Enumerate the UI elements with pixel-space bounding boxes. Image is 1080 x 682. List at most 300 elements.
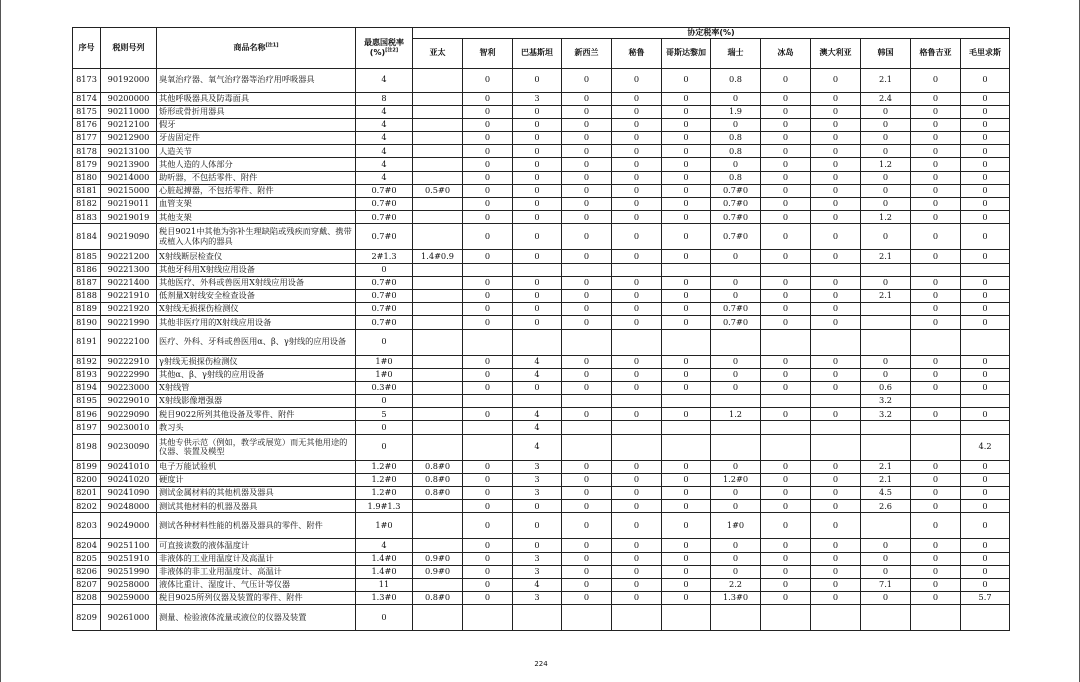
cell-agreement-rate: 0 bbox=[761, 303, 811, 316]
cell-agreement-rate: 0 bbox=[911, 552, 961, 565]
cell-agreement-rate bbox=[413, 329, 463, 355]
table-row bbox=[73, 118, 1010, 131]
cell-agreement-rate bbox=[413, 578, 463, 591]
cell-agreement-rate: 0 bbox=[463, 552, 513, 565]
cell-agreement-rate: 0 bbox=[961, 145, 1010, 158]
cell-agreement-rate: 3 bbox=[513, 473, 562, 486]
cell-agreement-rate: 0 bbox=[861, 145, 911, 158]
cell-agreement-rate: 0 bbox=[961, 473, 1010, 486]
cell-agreement-rate: 0 bbox=[911, 145, 961, 158]
cell-agreement-rate bbox=[761, 329, 811, 355]
cell-agreement-rate: 0 bbox=[513, 539, 562, 552]
cell-code: 90251910 bbox=[101, 552, 157, 565]
cell-mfn-rate: 1.2#0 bbox=[356, 460, 413, 473]
cell-agreement-rate bbox=[861, 421, 911, 434]
cell-name: 非液体的非工业用温度计、高温计 bbox=[157, 565, 356, 578]
cell-agreement-rate: 0 bbox=[513, 158, 562, 171]
cell-agreement-rate: 0 bbox=[612, 592, 662, 605]
cell-agreement-rate: 0 bbox=[513, 132, 562, 145]
cell-agreement-rate: 0 bbox=[562, 68, 612, 92]
cell-agreement-rate: 0 bbox=[662, 513, 711, 539]
cell-agreement-rate bbox=[911, 329, 961, 355]
cell-name: 臭氧治疗器、氧气治疗器等治疗用呼吸器具 bbox=[157, 68, 356, 92]
cell-agreement-rate: 0 bbox=[463, 276, 513, 289]
table-row bbox=[73, 605, 1010, 631]
cell-agreement-rate: 0 bbox=[911, 158, 961, 171]
cell-agreement-rate: 4 bbox=[513, 355, 562, 368]
cell-code: 90219011 bbox=[101, 198, 157, 211]
cell-agreement-rate: 0 bbox=[463, 500, 513, 513]
cell-code: 90221400 bbox=[101, 276, 157, 289]
cell-agreement-rate: 2.1 bbox=[861, 289, 911, 302]
cell-seq: 8198 bbox=[73, 434, 101, 460]
cell-mfn-rate: 5 bbox=[356, 408, 413, 421]
cell-agreement-rate: 0 bbox=[711, 460, 761, 473]
cell-agreement-rate: 0 bbox=[961, 276, 1010, 289]
cell-agreement-rate: 0 bbox=[562, 460, 612, 473]
cell-mfn-rate: 1.4#0 bbox=[356, 565, 413, 578]
cell-agreement-rate bbox=[413, 289, 463, 302]
cell-name: X射线管 bbox=[157, 381, 356, 394]
cell-seq: 8179 bbox=[73, 158, 101, 171]
cell-seq: 8190 bbox=[73, 316, 101, 329]
cell-agreement-rate: 0 bbox=[562, 565, 612, 578]
cell-agreement-rate: 0 bbox=[662, 145, 711, 158]
cell-agreement-rate: 0 bbox=[662, 105, 711, 118]
cell-agreement-rate: 0 bbox=[861, 552, 911, 565]
cell-agreement-rate: 0 bbox=[463, 316, 513, 329]
cell-agreement-rate: 2.4 bbox=[861, 92, 911, 105]
cell-agreement-rate: 0 bbox=[463, 381, 513, 394]
table-row bbox=[73, 578, 1010, 591]
cell-code: 90219090 bbox=[101, 224, 157, 250]
cell-agreement-rate bbox=[711, 605, 761, 631]
cell-agreement-rate bbox=[711, 395, 761, 408]
cell-agreement-rate: 2.1 bbox=[861, 473, 911, 486]
cell-agreement-rate: 0 bbox=[761, 184, 811, 197]
cell-seq: 8189 bbox=[73, 303, 101, 316]
cell-mfn-rate: 1#0 bbox=[356, 355, 413, 368]
cell-agreement-rate: 0 bbox=[513, 198, 562, 211]
table-row bbox=[73, 68, 1010, 92]
cell-agreement-rate: 0 bbox=[911, 171, 961, 184]
cell-agreement-rate: 4 bbox=[513, 434, 562, 460]
cell-agreement-rate bbox=[761, 434, 811, 460]
cell-agreement-rate bbox=[463, 329, 513, 355]
cell-agreement-rate: 0.7#0 bbox=[711, 198, 761, 211]
cell-agreement-rate: 0 bbox=[612, 211, 662, 224]
cell-seq: 8201 bbox=[73, 487, 101, 500]
cell-seq: 8202 bbox=[73, 500, 101, 513]
cell-agreement-rate: 0 bbox=[811, 132, 861, 145]
cell-agreement-rate bbox=[463, 605, 513, 631]
cell-agreement-rate: 0 bbox=[463, 303, 513, 316]
cell-mfn-rate: 4 bbox=[356, 158, 413, 171]
cell-agreement-rate bbox=[662, 263, 711, 276]
cell-agreement-rate: 0 bbox=[513, 316, 562, 329]
cell-name: X射线无损探伤检测仪 bbox=[157, 303, 356, 316]
cell-agreement-rate: 0 bbox=[662, 303, 711, 316]
cell-agreement-rate: 0 bbox=[811, 473, 861, 486]
cell-agreement-rate bbox=[413, 421, 463, 434]
cell-agreement-rate: 0.8#0 bbox=[413, 460, 463, 473]
cell-agreement-rate: 0 bbox=[911, 355, 961, 368]
cell-seq: 8207 bbox=[73, 578, 101, 591]
cell-agreement-rate bbox=[662, 421, 711, 434]
cell-agreement-rate: 0 bbox=[961, 355, 1010, 368]
cell-agreement-rate: 3 bbox=[513, 565, 562, 578]
cell-seq: 8173 bbox=[73, 68, 101, 92]
cell-agreement-rate: 0 bbox=[711, 289, 761, 302]
cell-name: 测试金属材料的其他机器及器具 bbox=[157, 487, 356, 500]
cell-mfn-rate: 1.9#1.3 bbox=[356, 500, 413, 513]
cell-agreement-rate: 0 bbox=[562, 105, 612, 118]
cell-name: 税目9021中其他为弥补生理缺陷或残疾而穿戴、携带或植入人体内的器具 bbox=[157, 224, 356, 250]
cell-code: 90213900 bbox=[101, 158, 157, 171]
cell-agreement-rate bbox=[413, 368, 463, 381]
cell-agreement-rate: 0 bbox=[861, 276, 911, 289]
cell-code: 90229010 bbox=[101, 395, 157, 408]
cell-agreement-rate: 1.3#0 bbox=[711, 592, 761, 605]
cell-agreement-rate: 0 bbox=[612, 578, 662, 591]
cell-agreement-rate bbox=[463, 263, 513, 276]
cell-agreement-rate: 0 bbox=[562, 198, 612, 211]
header-country: 澳大利亚 bbox=[811, 38, 861, 68]
cell-agreement-rate: 0 bbox=[662, 68, 711, 92]
cell-agreement-rate: 0 bbox=[612, 552, 662, 565]
cell-agreement-rate: 0 bbox=[463, 224, 513, 250]
cell-agreement-rate: 0 bbox=[811, 303, 861, 316]
cell-name: 液体比重计、湿度计、气压计等仪器 bbox=[157, 578, 356, 591]
cell-mfn-rate: 0.3#0 bbox=[356, 381, 413, 394]
cell-agreement-rate: 0 bbox=[562, 171, 612, 184]
cell-agreement-rate bbox=[761, 605, 811, 631]
cell-agreement-rate: 0 bbox=[761, 552, 811, 565]
cell-agreement-rate: 0 bbox=[761, 224, 811, 250]
cell-agreement-rate: 0 bbox=[612, 539, 662, 552]
cell-agreement-rate: 0 bbox=[911, 539, 961, 552]
cell-agreement-rate: 0 bbox=[711, 355, 761, 368]
cell-agreement-rate: 0.8#0 bbox=[413, 487, 463, 500]
table-row bbox=[73, 592, 1010, 605]
cell-agreement-rate: 0 bbox=[513, 289, 562, 302]
cell-agreement-rate: 0 bbox=[662, 289, 711, 302]
cell-agreement-rate: 0 bbox=[662, 592, 711, 605]
cell-agreement-rate: 0 bbox=[811, 368, 861, 381]
table-row bbox=[73, 460, 1010, 473]
cell-agreement-rate: 0 bbox=[463, 513, 513, 539]
header-name-label: 商品名称 bbox=[233, 43, 266, 52]
cell-name: 非液体的工业用温度计及高温计 bbox=[157, 552, 356, 565]
cell-code: 90211000 bbox=[101, 105, 157, 118]
cell-code: 90258000 bbox=[101, 578, 157, 591]
cell-agreement-rate: 0 bbox=[612, 224, 662, 250]
cell-code: 90222910 bbox=[101, 355, 157, 368]
table-row bbox=[73, 355, 1010, 368]
cell-agreement-rate: 0 bbox=[761, 276, 811, 289]
cell-agreement-rate: 0 bbox=[911, 184, 961, 197]
cell-agreement-rate: 0 bbox=[761, 408, 811, 421]
cell-agreement-rate: 0 bbox=[911, 592, 961, 605]
cell-agreement-rate: 0 bbox=[911, 276, 961, 289]
cell-agreement-rate bbox=[662, 329, 711, 355]
cell-agreement-rate: 0 bbox=[463, 92, 513, 105]
cell-agreement-rate: 0 bbox=[811, 118, 861, 131]
cell-agreement-rate: 0 bbox=[861, 592, 911, 605]
cell-agreement-rate: 0 bbox=[761, 68, 811, 92]
cell-code: 90221200 bbox=[101, 250, 157, 263]
cell-agreement-rate bbox=[413, 303, 463, 316]
cell-agreement-rate: 0 bbox=[961, 224, 1010, 250]
cell-agreement-rate bbox=[711, 329, 761, 355]
cell-agreement-rate: 0 bbox=[513, 276, 562, 289]
cell-agreement-rate: 0 bbox=[811, 487, 861, 500]
cell-code: 90261000 bbox=[101, 605, 157, 631]
cell-name: 税目9022所列其他设备及零件、附件 bbox=[157, 408, 356, 421]
cell-agreement-rate bbox=[811, 329, 861, 355]
header-country: 韩国 bbox=[861, 38, 911, 68]
cell-code: 90221920 bbox=[101, 303, 157, 316]
cell-agreement-rate: 0 bbox=[562, 473, 612, 486]
cell-agreement-rate bbox=[961, 263, 1010, 276]
cell-agreement-rate: 0 bbox=[761, 460, 811, 473]
cell-seq: 8174 bbox=[73, 92, 101, 105]
cell-agreement-rate: 0 bbox=[612, 316, 662, 329]
cell-mfn-rate: 1.4#0 bbox=[356, 552, 413, 565]
cell-agreement-rate: 0 bbox=[562, 408, 612, 421]
cell-agreement-rate: 0 bbox=[662, 171, 711, 184]
cell-seq: 8193 bbox=[73, 368, 101, 381]
cell-agreement-rate: 0 bbox=[761, 592, 811, 605]
cell-mfn-rate: 4 bbox=[356, 171, 413, 184]
cell-name: 可直接读数的液体温度计 bbox=[157, 539, 356, 552]
cell-agreement-rate bbox=[961, 421, 1010, 434]
cell-agreement-rate bbox=[711, 263, 761, 276]
cell-code: 90212900 bbox=[101, 132, 157, 145]
cell-agreement-rate: 0 bbox=[811, 276, 861, 289]
cell-mfn-rate: 0 bbox=[356, 263, 413, 276]
cell-code: 90241010 bbox=[101, 460, 157, 473]
cell-agreement-rate bbox=[562, 605, 612, 631]
cell-mfn-rate: 4 bbox=[356, 539, 413, 552]
table-row bbox=[73, 565, 1010, 578]
table-row bbox=[73, 381, 1010, 394]
header-country: 毛里求斯 bbox=[961, 38, 1010, 68]
cell-agreement-rate: 0 bbox=[911, 68, 961, 92]
table-header bbox=[73, 28, 1010, 69]
cell-seq: 8194 bbox=[73, 381, 101, 394]
cell-agreement-rate: 0 bbox=[662, 224, 711, 250]
cell-name: 其他支架 bbox=[157, 211, 356, 224]
cell-seq: 8192 bbox=[73, 355, 101, 368]
cell-agreement-rate: 0 bbox=[711, 381, 761, 394]
cell-agreement-rate: 0 bbox=[911, 118, 961, 131]
cell-agreement-rate: 0 bbox=[562, 355, 612, 368]
cell-agreement-rate: 0 bbox=[961, 513, 1010, 539]
cell-agreement-rate: 0 bbox=[513, 500, 562, 513]
cell-agreement-rate: 0 bbox=[961, 303, 1010, 316]
cell-seq: 8195 bbox=[73, 395, 101, 408]
table-row bbox=[73, 487, 1010, 500]
cell-agreement-rate: 0 bbox=[711, 552, 761, 565]
cell-mfn-rate: 0 bbox=[356, 395, 413, 408]
cell-agreement-rate: 0 bbox=[662, 578, 711, 591]
cell-agreement-rate: 0 bbox=[612, 500, 662, 513]
page-number: 224 bbox=[534, 660, 548, 668]
cell-agreement-rate bbox=[861, 263, 911, 276]
cell-agreement-rate: 0 bbox=[513, 171, 562, 184]
cell-code: 90221910 bbox=[101, 289, 157, 302]
cell-agreement-rate: 0 bbox=[662, 92, 711, 105]
cell-agreement-rate: 0 bbox=[961, 158, 1010, 171]
cell-code: 90248000 bbox=[101, 500, 157, 513]
cell-code: 90215000 bbox=[101, 184, 157, 197]
cell-agreement-rate: 4.2 bbox=[961, 434, 1010, 460]
cell-agreement-rate bbox=[562, 263, 612, 276]
cell-agreement-rate: 0 bbox=[463, 289, 513, 302]
cell-agreement-rate: 0 bbox=[711, 118, 761, 131]
cell-agreement-rate bbox=[911, 434, 961, 460]
cell-name: 其他专供示范（例如，教学或展览）而无其他用途的仪器、装置及模型 bbox=[157, 434, 356, 460]
cell-agreement-rate: 4 bbox=[513, 368, 562, 381]
cell-code: 90192000 bbox=[101, 68, 157, 92]
header-country: 新西兰 bbox=[562, 38, 612, 68]
cell-agreement-rate: 0 bbox=[662, 408, 711, 421]
cell-agreement-rate: 0 bbox=[463, 250, 513, 263]
cell-agreement-rate: 0 bbox=[761, 316, 811, 329]
cell-name: 测量、检验液体流量或液位的仪器及装置 bbox=[157, 605, 356, 631]
cell-agreement-rate: 0 bbox=[662, 460, 711, 473]
cell-code: 90200000 bbox=[101, 92, 157, 105]
cell-agreement-rate bbox=[811, 395, 861, 408]
cell-agreement-rate: 0 bbox=[811, 198, 861, 211]
cell-mfn-rate: 0.7#0 bbox=[356, 289, 413, 302]
cell-agreement-rate: 0 bbox=[463, 68, 513, 92]
cell-agreement-rate: 1.4#0.9 bbox=[413, 250, 463, 263]
cell-agreement-rate: 0 bbox=[513, 145, 562, 158]
table-row bbox=[73, 513, 1010, 539]
table-row bbox=[73, 145, 1010, 158]
cell-agreement-rate: 0 bbox=[961, 211, 1010, 224]
cell-agreement-rate: 0 bbox=[811, 460, 861, 473]
cell-agreement-rate: 0 bbox=[761, 565, 811, 578]
cell-agreement-rate bbox=[911, 395, 961, 408]
cell-agreement-rate: 0 bbox=[961, 552, 1010, 565]
cell-agreement-rate: 0 bbox=[961, 578, 1010, 591]
cell-seq: 8184 bbox=[73, 224, 101, 250]
cell-agreement-rate bbox=[413, 92, 463, 105]
table-row bbox=[73, 303, 1010, 316]
table-row bbox=[73, 434, 1010, 460]
cell-mfn-rate: 1#0 bbox=[356, 513, 413, 539]
cell-mfn-rate: 8 bbox=[356, 92, 413, 105]
cell-agreement-rate: 0 bbox=[662, 473, 711, 486]
cell-agreement-rate bbox=[861, 434, 911, 460]
cell-mfn-rate: 2#1.3 bbox=[356, 250, 413, 263]
cell-agreement-rate: 0 bbox=[811, 289, 861, 302]
cell-agreement-rate: 0 bbox=[761, 92, 811, 105]
cell-agreement-rate bbox=[463, 421, 513, 434]
header-country: 秘鲁 bbox=[612, 38, 662, 68]
cell-agreement-rate: 0 bbox=[711, 158, 761, 171]
cell-agreement-rate: 0 bbox=[513, 381, 562, 394]
cell-agreement-rate: 0 bbox=[562, 224, 612, 250]
cell-agreement-rate: 3.2 bbox=[861, 395, 911, 408]
cell-agreement-rate: 0 bbox=[811, 552, 861, 565]
cell-agreement-rate: 0 bbox=[761, 105, 811, 118]
cell-agreement-rate bbox=[413, 381, 463, 394]
cell-agreement-rate: 0 bbox=[861, 368, 911, 381]
cell-name: 电子万能试验机 bbox=[157, 460, 356, 473]
cell-seq: 8191 bbox=[73, 329, 101, 355]
cell-agreement-rate: 0.7#0 bbox=[711, 303, 761, 316]
cell-agreement-rate: 0 bbox=[513, 513, 562, 539]
cell-seq: 8185 bbox=[73, 250, 101, 263]
cell-agreement-rate: 2.6 bbox=[861, 500, 911, 513]
cell-agreement-rate: 0.8 bbox=[711, 145, 761, 158]
cell-agreement-rate: 0 bbox=[612, 250, 662, 263]
cell-agreement-rate: 0 bbox=[961, 250, 1010, 263]
cell-code: 90221990 bbox=[101, 316, 157, 329]
cell-agreement-rate bbox=[612, 263, 662, 276]
cell-agreement-rate bbox=[413, 263, 463, 276]
cell-agreement-rate: 0 bbox=[811, 578, 861, 591]
cell-agreement-rate bbox=[811, 263, 861, 276]
cell-agreement-rate: 0 bbox=[911, 105, 961, 118]
cell-agreement-rate bbox=[463, 395, 513, 408]
cell-agreement-rate: 0 bbox=[463, 145, 513, 158]
cell-agreement-rate: 0.5#0 bbox=[413, 184, 463, 197]
cell-name: 血管支架 bbox=[157, 198, 356, 211]
cell-seq: 8200 bbox=[73, 473, 101, 486]
cell-agreement-rate: 0 bbox=[811, 158, 861, 171]
cell-agreement-rate: 0 bbox=[861, 184, 911, 197]
cell-agreement-rate: 0 bbox=[961, 171, 1010, 184]
cell-mfn-rate: 4 bbox=[356, 132, 413, 145]
cell-agreement-rate: 0 bbox=[562, 184, 612, 197]
cell-agreement-rate: 0 bbox=[761, 539, 811, 552]
cell-mfn-rate: 4 bbox=[356, 145, 413, 158]
cell-agreement-rate: 0 bbox=[911, 198, 961, 211]
table-row bbox=[73, 395, 1010, 408]
cell-agreement-rate: 0 bbox=[911, 289, 961, 302]
header-country: 哥斯达黎加 bbox=[662, 38, 711, 68]
cell-mfn-rate: 1.2#0 bbox=[356, 487, 413, 500]
cell-agreement-rate: 0 bbox=[612, 408, 662, 421]
cell-agreement-rate: 0 bbox=[911, 92, 961, 105]
cell-name: γ射线无损探伤检测仪 bbox=[157, 355, 356, 368]
cell-agreement-rate bbox=[811, 434, 861, 460]
cell-code: 90222100 bbox=[101, 329, 157, 355]
header-seq: 序号 bbox=[73, 28, 101, 69]
cell-agreement-rate: 2.2 bbox=[711, 578, 761, 591]
cell-agreement-rate bbox=[413, 105, 463, 118]
cell-agreement-rate: 0 bbox=[961, 487, 1010, 500]
cell-agreement-rate: 0 bbox=[562, 552, 612, 565]
cell-agreement-rate bbox=[961, 395, 1010, 408]
cell-agreement-rate: 0 bbox=[761, 473, 811, 486]
cell-agreement-rate: 0 bbox=[861, 224, 911, 250]
cell-mfn-rate: 0.7#0 bbox=[356, 316, 413, 329]
cell-agreement-rate: 0 bbox=[612, 105, 662, 118]
cell-agreement-rate: 0 bbox=[961, 408, 1010, 421]
cell-agreement-rate: 0 bbox=[711, 276, 761, 289]
cell-agreement-rate: 0 bbox=[911, 381, 961, 394]
header-mfn-note: [注2] bbox=[385, 47, 399, 54]
cell-agreement-rate bbox=[513, 329, 562, 355]
cell-agreement-rate: 0 bbox=[662, 316, 711, 329]
cell-name: 其他呼吸器具及防毒面具 bbox=[157, 92, 356, 105]
